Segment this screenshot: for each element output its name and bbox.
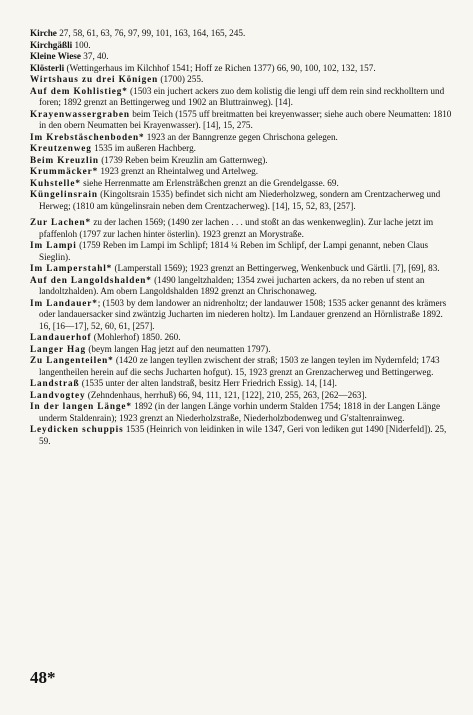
entry-text: 1535 im außeren Hachberg. [91, 143, 196, 153]
page-number: 48* [30, 668, 56, 687]
entry-text: zu der lachen 1569; (1490 zer lachen . . . und stoßt an das wenkenweglin). Zur lache jetzt im pfaffenloh (1797 zur lachen hinter österlin). 1923 grenzt an Morystraße. [39, 217, 434, 239]
entry-text: (1739 Reben beim Kreuzlin am Gatternweg). [98, 154, 268, 165]
entry-text: (1535 unter der alten landstraß, besitz Herr Friedrich Essig). 14, [14]. [79, 378, 337, 388]
entry-headword: Im Lampi [30, 240, 77, 250]
entry-text: 1535 (Heinrich von leidinken in wile 1347, Geri von lediken gut 1490 [Niderfeld]). 25, 59. [39, 424, 447, 446]
index-entry [30, 217, 455, 240]
index-entry [30, 275, 455, 298]
entry-headword: Auf dem Kohlistieg* [30, 85, 128, 96]
index-entry [30, 28, 455, 40]
entry-text: 1923 an der Banngrenze gegen Chrischona gelegen. [144, 131, 338, 142]
index-entries [30, 28, 455, 447]
index-entry [30, 401, 455, 424]
index-entry [30, 298, 455, 333]
entry-headword: Kreutzenweg [30, 143, 92, 153]
index-entry [30, 143, 455, 155]
entry-text: 1892 (in der langen Länge vorhin underm Stalden 1754; 1818 in der Langen Länge underm Staldenrain); 1923 grenzt an Niederholzstraße, Niederholzbodenweg und G'staltenrainweg. [39, 401, 441, 423]
entry-headword: Krayenwassergraben [30, 108, 130, 119]
entry-headword: Klösterli [30, 62, 65, 73]
entry-text: (Wettingerhaus im Kilchhof 1541; Hoff ze Richen 1377) 66, 90, 100, 102, 132, 157. [64, 62, 376, 73]
entry-text: (Mohlerhof) 1850. 260. [91, 332, 181, 342]
index-entry [30, 355, 455, 378]
entry-headword: Im Lamperstahl* [30, 263, 113, 273]
entry-headword: Kirche [30, 28, 57, 38]
entry-headword: Auf den Langoldshalden* [30, 274, 152, 285]
entry-text: (Kingoltsrain 1535) befindet sich nicht am Niederholzweg, sondern am Crentzacherweg und Herweg; (1810 am küngelinsrain neben dem Crentzacherweg). [14], 15, 52, 83, [257]. [39, 189, 441, 211]
entry-headword: Landauerhof [30, 332, 92, 342]
entry-text: (1700) 255. [158, 74, 204, 84]
entry-headword: Wirtshaus zu drei Königen [30, 74, 159, 84]
entry-headword: Langer Hag [30, 343, 87, 354]
index-entry [30, 240, 455, 263]
entry-text: beim Teich (1575 uff breitmatten bei kreyenwasser; siehe auch obere Neumatten: 1810 in den obern Neumatten bei Krayenwasser). [14], 15, 275. [39, 108, 452, 130]
entry-text: 37, 40. [80, 51, 109, 61]
entry-text: (1503 ein juchert ackers zuo dem kolistig die lengi uff dem rein sind reckholltern und foren; 1892 grenzt an Bettingerweg und 1902 an Bluttrainweg). [14]. [39, 85, 445, 107]
index-entry [30, 332, 455, 344]
entry-text: (Lamperstall 1569); 1923 grenzt an Bettingerweg, Wenkenbuck und Gärtli. [7], [69], 83. [112, 263, 440, 273]
index-entry [30, 390, 455, 402]
index-entry [30, 132, 455, 144]
entry-text: (beym langen Hag jetzt auf den neumatten 1797). [86, 343, 271, 354]
entry-headword: Im Landauer* [30, 297, 98, 308]
entry-text: (Zehndenhaus, herrhuß) 66, 94, 111, 121, [122], 210, 255, 263, [262—263]. [85, 389, 367, 400]
entry-headword: Zur Lachen* [30, 217, 92, 227]
entry-text: siehe Herrenmatte am Erlensträßchen grenzt an die Grendelgasse. 69. [80, 177, 339, 188]
index-entry [30, 344, 455, 356]
entry-headword: Landstraß [30, 378, 80, 388]
entry-headword: Zu Langenteilen* [30, 355, 114, 365]
entry-headword: Im Krebstäschenboden* [30, 131, 145, 142]
entry-headword: Kuhstelle* [30, 177, 81, 188]
entry-headword: In der langen Länge* [30, 401, 132, 411]
index-entry [30, 166, 455, 178]
entry-headword: Krummäcker* [30, 166, 99, 176]
entry-text: 100. [72, 39, 91, 50]
index-entry [30, 424, 455, 447]
entry-text: 27, 58, 61, 63, 76, 97, 99, 101, 163, 164, 165, 245. [56, 28, 246, 38]
entry-text: (1490 langeltzhalden; 1354 zwei jucharten ackers, da no reben uf stent an landoltzhalden). Am obern Langoldshalden 1892 grenzt an Chrischonaweg. [39, 274, 425, 296]
entry-headword: Kirchgäßli [30, 39, 73, 50]
entry-text: 1923 grenzt an Rheintalweg und Artelweg. [98, 166, 259, 176]
index-entry [30, 263, 455, 275]
index-entry [30, 86, 455, 109]
index-entry [30, 155, 455, 167]
index-entry [30, 109, 455, 132]
index-entry [30, 40, 455, 52]
index-entry [30, 189, 455, 212]
entry-text: ; (1503 by dem landower an nidrenholtz; der landauwer 1508; 1535 acker genannt des krämers oder landauersacker sind zwäntzig Jucharten im niederen holtz). Im Landauer grenzend an Hörnlistraße 1892. 16, [16—17], 52, 60, 61, [257]. [39, 297, 447, 331]
index-entry [30, 63, 455, 75]
index-entry [30, 51, 455, 63]
index-entry [30, 378, 455, 390]
entry-text: (1420 ze langen teyllen zwischent der straß; 1503 ze langen teylen im Nydernfeld; 1743 langentheilen herein auf die sechs Jucharten hofgut). 15, 1923 grenzt an Grenzacherweg und Bettingerweg. [39, 355, 440, 377]
entry-headword: Kleine Wiese [30, 51, 81, 61]
index-entry [30, 74, 455, 86]
entry-text: (1759 Reben im Lampi im Schlipf; 1814 ¼ Reben im Schlipf, der Lampi genannt, neben Claus Sieglin). [39, 240, 429, 262]
entry-headword: Landvogtey [30, 389, 86, 400]
entry-headword: Küngelinsrain [30, 189, 98, 199]
entry-headword: Beim Kreuzlin [30, 154, 99, 165]
index-entry [30, 178, 455, 190]
entry-headword: Leydicken schuppis [30, 424, 124, 434]
